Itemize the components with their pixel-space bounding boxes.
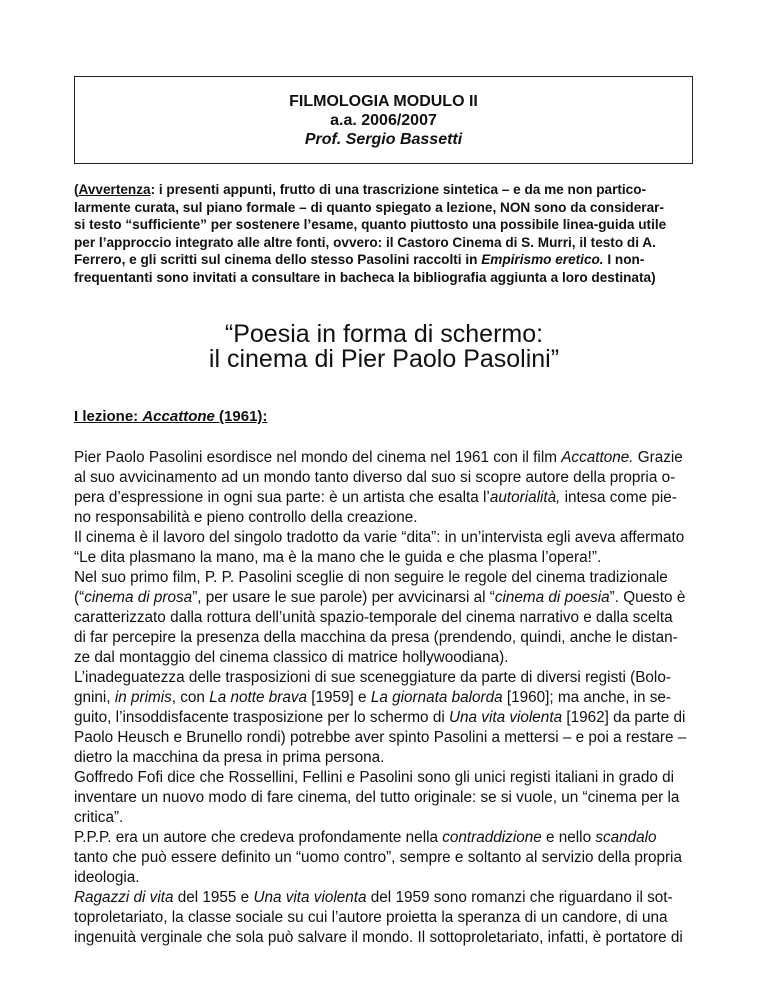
warning-label: Avvertenza <box>78 182 151 197</box>
text-span: [1959] e <box>307 689 371 706</box>
warning-text: : i presenti appunti, frutto di una trascrizione sintetica – e da me non partico- <box>150 182 647 197</box>
title-line: “Poesia in forma di schermo: <box>224 320 544 348</box>
film-title: La giornata balorda <box>370 689 503 706</box>
text-line: Goffredo Fofi dice che Rossellini, Fellini e Pasolini sono gli unici registi italiani in grado di <box>74 769 674 786</box>
book-title: Una vita violenta <box>253 889 367 906</box>
warning-line: per l’approccio integrato alle altre fonti, ovvero: il Castoro Cinema di S. Murri, il testo di A. <box>74 234 656 250</box>
professor-name: Prof. Sergio Bassetti <box>304 131 463 148</box>
text-line <box>74 708 704 728</box>
text-span: [1960]; ma anche, in se- <box>502 689 672 706</box>
emphasis: scandalo <box>595 829 657 846</box>
text-span: Pier Paolo Pasolini esordisce nel mondo del cinema nel 1961 con il film <box>74 449 562 466</box>
text-span: e nello <box>541 829 596 846</box>
emphasis: cinema di poesia <box>494 589 610 606</box>
emphasis: autorialità, <box>489 489 561 506</box>
text-line: ingenuità verginale che sola può salvare il mondo. Il sottoproletariato, infatti, è portatore di <box>74 929 683 946</box>
text-span: ”. Questo è <box>609 589 686 606</box>
text-span: guito, l’insoddisfacente trasposizione per lo schermo di <box>74 709 449 726</box>
text-line <box>74 488 704 508</box>
text-line: L’inadeguatezza delle trasposizioni di sue sceneggiature da parte di diversi registi (Bolo- <box>74 669 671 686</box>
text-span: , con <box>171 689 210 706</box>
lesson-heading <box>74 408 267 426</box>
text-line: toproletariato, la classe sociale su cui l’autore proietta la speranza di un candore, di una <box>74 909 668 926</box>
text-span: (“ <box>74 589 85 606</box>
warning-line <box>74 251 704 269</box>
lesson-year: (1961): <box>214 408 268 425</box>
warning-line <box>74 181 704 199</box>
text-line <box>74 448 704 468</box>
warning-line: si testo “sufficiente” per sostenere l’esame, quanto piuttosto una possibile linea-guida utile <box>74 217 667 233</box>
warning-text: I non- <box>603 252 645 268</box>
document-title <box>0 322 768 372</box>
text-span: ”, per usare le sue parole) per avvicinarsi al “ <box>192 589 495 606</box>
text-span: del 1959 sono romanzi che riguardano il sot- <box>366 889 673 906</box>
film-title: La notte brava <box>209 689 308 706</box>
text-span: pera d’espressione in ogni sua parte: è un artista che esalta l’ <box>74 489 490 506</box>
text-span: gnini, <box>74 689 115 706</box>
book-title: Ragazzi di vita <box>74 889 174 906</box>
text-line: ideologia. <box>74 869 140 886</box>
text-span: del 1955 e <box>173 889 254 906</box>
emphasis: in primis <box>114 689 172 706</box>
text-line: dietro la macchina da presa in prima persona. <box>74 749 385 766</box>
film-title: Accattone. <box>561 449 634 466</box>
warning-line: larmente curata, sul piano formale – di quanto spiegato a lezione, NON sono da considerar- <box>74 199 664 215</box>
header-box <box>74 76 693 164</box>
text-span: P.P.P. era un autore che credeva profondamente nella <box>74 829 443 846</box>
text-line: di far percepire la presenza della macchina da presa (prendendo, quindi, anche le distan- <box>74 629 678 646</box>
book-title: Empirismo eretico. <box>481 252 604 268</box>
text-line: inventare un nuovo modo di fare cinema, del tutto originale: se si vuole, un “cinema per la <box>74 789 680 806</box>
text-line <box>74 688 704 708</box>
academic-year: a.a. 2006/2007 <box>330 112 437 129</box>
text-line <box>74 588 704 608</box>
text-span: intesa come pie- <box>560 489 677 506</box>
text-line: tanto che può essere definito un “uomo contro”, sempre e soltanto al servizio della propria <box>74 849 682 866</box>
emphasis: contraddizione <box>442 829 542 846</box>
text-line: Il cinema è il lavoro del singolo tradotto da varie “dita”: in un’intervista egli aveva affermato <box>74 529 685 546</box>
text-line: Paolo Heusch e Brunello rondi) potrebbe aver spinto Pasolini a mettersi – e poi a restare – <box>74 729 687 746</box>
warning-line: frequentanti sono invitati a consultare in bacheca la bibliografia aggiunta a loro destinata) <box>74 269 656 285</box>
text-line: al suo avvicinamento ad un mondo tanto diverso dal suo si scopre autore della propria o- <box>74 469 676 486</box>
warning-note <box>74 181 704 287</box>
text-line <box>74 888 704 908</box>
emphasis: cinema di prosa <box>84 589 193 606</box>
film-title: Una vita violenta <box>448 709 563 726</box>
text-line: ze dal montaggio del cinema classico di matrice hollywoodiana). <box>74 649 509 666</box>
text-line: critica”. <box>74 809 124 826</box>
body-text <box>74 448 704 948</box>
title-line: il cinema di Pier Paolo Pasolini” <box>208 345 560 373</box>
text-line: caratterizzato dalla rottura dell’unità spazio-temporale del cinema narrativo e dalla scelta <box>74 609 673 626</box>
lesson-prefix: I lezione: <box>74 408 143 425</box>
warning-text: ( <box>74 182 79 197</box>
text-span: [1962] da parte di <box>562 709 686 726</box>
text-line: Nel suo primo film, P. P. Pasolini sceglie di non seguire le regole del cinema tradizionale <box>74 569 668 586</box>
text-line: “Le dita plasmano la mano, ma è la mano che le guida e che plasma l’opera!”. <box>74 549 602 566</box>
warning-text: Ferrero, e gli scritti sul cinema dello stesso Pasolini raccolti in <box>74 252 482 268</box>
text-line: no responsabilità e pieno controllo della creazione. <box>74 509 418 526</box>
text-line <box>74 828 704 848</box>
course-title: FILMOLOGIA MODULO II <box>289 93 478 110</box>
text-span: Grazie <box>633 449 683 466</box>
lesson-film: Accattone <box>142 408 215 425</box>
